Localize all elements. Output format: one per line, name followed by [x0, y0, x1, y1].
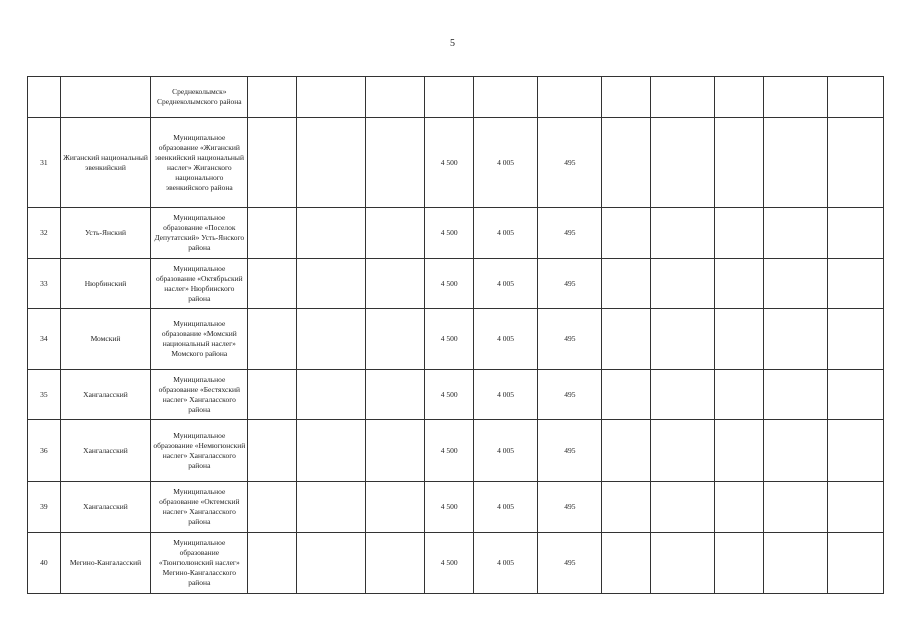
empty-cell: [602, 77, 650, 118]
table-row: [28, 533, 884, 594]
empty-cell: [366, 370, 425, 420]
district-cell: Усть-Янский: [60, 208, 151, 259]
empty-cell: [715, 259, 763, 309]
empty-cell: [602, 482, 650, 533]
empty-cell: [650, 370, 714, 420]
municipality-cell: Муниципальное образование «Момский национальный наслег» Момского района: [151, 309, 248, 370]
district-cell: Хангаласский: [60, 420, 151, 482]
empty-cell: [763, 208, 827, 259]
row-number-cell: 35: [28, 370, 61, 420]
empty-cell: [650, 77, 714, 118]
empty-cell: [715, 533, 763, 594]
empty-cell: [248, 420, 296, 482]
empty-cell: [366, 420, 425, 482]
local-amount-cell: 495: [538, 259, 602, 309]
federal-amount-cell: 4 005: [473, 259, 537, 309]
table-row: [28, 208, 884, 259]
federal-amount-cell: [473, 77, 537, 118]
row-number-cell: 33: [28, 259, 61, 309]
empty-cell: [715, 370, 763, 420]
empty-cell: [763, 420, 827, 482]
empty-cell: [650, 482, 714, 533]
federal-amount-cell: 4 005: [473, 118, 537, 208]
table-row: [28, 118, 884, 208]
empty-cell: [763, 118, 827, 208]
empty-cell: [828, 533, 884, 594]
empty-cell: [248, 208, 296, 259]
local-amount-cell: 495: [538, 533, 602, 594]
empty-cell: [296, 482, 366, 533]
district-cell: Хангаласский: [60, 482, 151, 533]
table-row: [28, 370, 884, 420]
municipality-cell: Муниципальное образование «Тюнгюлюнский наслег» Мегино-Кангаласского района: [151, 533, 248, 594]
empty-cell: [248, 259, 296, 309]
empty-cell: [763, 533, 827, 594]
empty-cell: [828, 482, 884, 533]
local-amount-cell: [538, 77, 602, 118]
empty-cell: [650, 118, 714, 208]
district-cell: Мегино-Кангаласский: [60, 533, 151, 594]
empty-cell: [248, 309, 296, 370]
total-amount-cell: 4 500: [425, 118, 473, 208]
table-row: [28, 420, 884, 482]
empty-cell: [248, 533, 296, 594]
empty-cell: [602, 118, 650, 208]
empty-cell: [366, 259, 425, 309]
federal-amount-cell: 4 005: [473, 370, 537, 420]
empty-cell: [366, 118, 425, 208]
empty-cell: [763, 77, 827, 118]
municipality-cell: Муниципальное образование «Бестяхский наслег» Хангаласского района: [151, 370, 248, 420]
empty-cell: [828, 370, 884, 420]
empty-cell: [366, 482, 425, 533]
empty-cell: [763, 259, 827, 309]
empty-cell: [650, 309, 714, 370]
empty-cell: [828, 259, 884, 309]
empty-cell: [296, 533, 366, 594]
empty-cell: [296, 259, 366, 309]
total-amount-cell: 4 500: [425, 482, 473, 533]
row-number-cell: 36: [28, 420, 61, 482]
municipality-cell: Муниципальное образование «Немюгюнский наслег» Хангаласского района: [151, 420, 248, 482]
empty-cell: [366, 309, 425, 370]
federal-amount-cell: 4 005: [473, 533, 537, 594]
district-cell: Нюрбинский: [60, 259, 151, 309]
municipality-cell: Муниципальное образование «Поселок Депутатский» Усть-Янского района: [151, 208, 248, 259]
empty-cell: [296, 309, 366, 370]
total-amount-cell: [425, 77, 473, 118]
empty-cell: [296, 420, 366, 482]
empty-cell: [650, 420, 714, 482]
table-row: [28, 77, 884, 118]
empty-cell: [602, 309, 650, 370]
row-number-cell: 31: [28, 118, 61, 208]
empty-cell: [763, 482, 827, 533]
total-amount-cell: 4 500: [425, 309, 473, 370]
row-number-cell: [28, 77, 61, 118]
empty-cell: [715, 77, 763, 118]
row-number-cell: 39: [28, 482, 61, 533]
district-cell: Жиганский национальный эвенкийский: [60, 118, 151, 208]
empty-cell: [828, 118, 884, 208]
empty-cell: [296, 370, 366, 420]
empty-cell: [366, 208, 425, 259]
local-amount-cell: 495: [538, 118, 602, 208]
total-amount-cell: 4 500: [425, 208, 473, 259]
empty-cell: [366, 77, 425, 118]
table-row: [28, 482, 884, 533]
empty-cell: [828, 208, 884, 259]
district-cell: [60, 77, 151, 118]
empty-cell: [715, 482, 763, 533]
local-amount-cell: 495: [538, 370, 602, 420]
federal-amount-cell: 4 005: [473, 482, 537, 533]
empty-cell: [296, 208, 366, 259]
data-table: [27, 76, 884, 594]
total-amount-cell: 4 500: [425, 533, 473, 594]
table-row: [28, 309, 884, 370]
total-amount-cell: 4 500: [425, 259, 473, 309]
federal-amount-cell: 4 005: [473, 420, 537, 482]
empty-cell: [248, 118, 296, 208]
empty-cell: [602, 370, 650, 420]
empty-cell: [828, 420, 884, 482]
empty-cell: [650, 533, 714, 594]
total-amount-cell: 4 500: [425, 370, 473, 420]
empty-cell: [650, 208, 714, 259]
empty-cell: [763, 309, 827, 370]
local-amount-cell: 495: [538, 482, 602, 533]
empty-cell: [248, 77, 296, 118]
local-amount-cell: 495: [538, 309, 602, 370]
empty-cell: [248, 482, 296, 533]
district-cell: Хангаласский: [60, 370, 151, 420]
empty-cell: [715, 420, 763, 482]
district-cell: Момский: [60, 309, 151, 370]
municipality-cell: Муниципальное образование «Октемский наслег» Хангаласского района: [151, 482, 248, 533]
empty-cell: [650, 259, 714, 309]
total-amount-cell: 4 500: [425, 420, 473, 482]
empty-cell: [296, 77, 366, 118]
empty-cell: [715, 208, 763, 259]
municipality-cell: Среднеколымск» Среднеколымского района: [151, 77, 248, 118]
row-number-cell: 40: [28, 533, 61, 594]
page-number: 5: [450, 38, 455, 49]
municipality-cell: Муниципальное образование «Жиганский эвенкийский национальный наслег» Жиганского национального эвенкийского района: [151, 118, 248, 208]
empty-cell: [715, 309, 763, 370]
empty-cell: [296, 118, 366, 208]
federal-amount-cell: 4 005: [473, 309, 537, 370]
row-number-cell: 34: [28, 309, 61, 370]
empty-cell: [715, 118, 763, 208]
empty-cell: [828, 309, 884, 370]
municipality-cell: Муниципальное образование «Октябрьский наслег» Нюрбинского района: [151, 259, 248, 309]
empty-cell: [602, 208, 650, 259]
empty-cell: [763, 370, 827, 420]
empty-cell: [602, 533, 650, 594]
federal-amount-cell: 4 005: [473, 208, 537, 259]
empty-cell: [602, 259, 650, 309]
row-number-cell: 32: [28, 208, 61, 259]
local-amount-cell: 495: [538, 208, 602, 259]
empty-cell: [366, 533, 425, 594]
empty-cell: [602, 420, 650, 482]
local-amount-cell: 495: [538, 420, 602, 482]
empty-cell: [248, 370, 296, 420]
empty-cell: [828, 77, 884, 118]
table-row: [28, 259, 884, 309]
